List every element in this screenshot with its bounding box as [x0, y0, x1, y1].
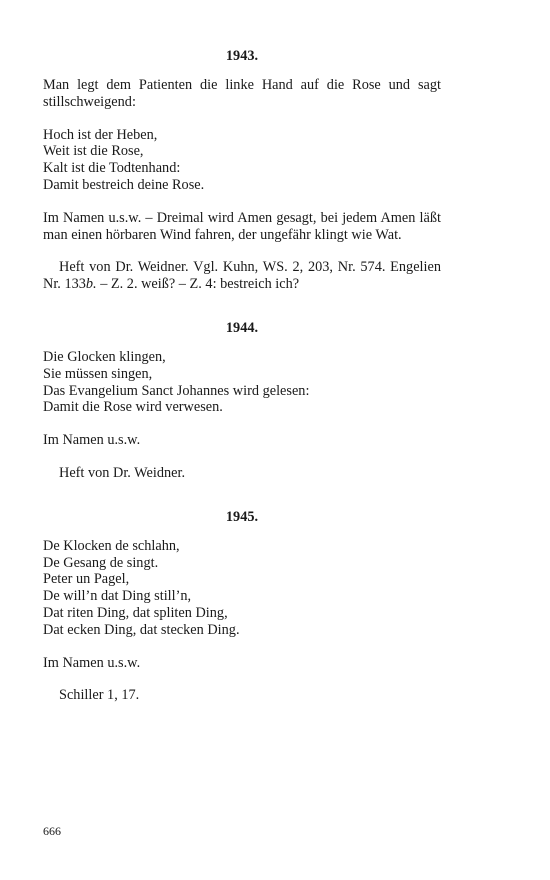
verse-line: Das Evangelium Sanct Johannes wird gelesen: — [43, 382, 310, 399]
entry-number: 1945. — [225, 508, 259, 525]
verse-line: Damit die Rose wird verwesen. — [43, 399, 223, 416]
verse-line: Dat riten Ding, dat spliten Ding, — [43, 604, 228, 621]
verse-line: Peter un Pagel, — [43, 571, 130, 588]
entry-1944 — [43, 320, 441, 482]
source-note-italic: b. — [85, 276, 97, 293]
entry-1945 — [43, 509, 441, 704]
entry-closing: Im Namen u.s.w. – Dreimal wird Amen gesagt, bei jedem Amen läßt man einen hörbaren Wind fahren, der ungefähr klingt wie Wat. — [43, 209, 441, 243]
verse-line: Kalt ist die Todtenhand: — [43, 160, 181, 177]
verse-line: Die Glocken klingen, — [43, 348, 166, 365]
entry-number: 1944. — [225, 319, 259, 336]
source-note-tail: – Z. 2. weiß? – Z. 4: bestreich ich? — [96, 276, 300, 293]
verse-line: Dat ecken Ding, dat stecken Ding. — [43, 621, 240, 638]
source-note — [43, 259, 441, 293]
verse-line: Damit bestreich deine Rose. — [43, 176, 205, 193]
verse-line: De Gesang de singt. — [43, 554, 159, 571]
entry-number: 1943. — [225, 48, 259, 64]
entry-closing: Im Namen u.s.w. — [43, 654, 141, 671]
verse-line: Weit ist die Rose, — [43, 143, 144, 160]
source-note-text: Heft von Dr. Weidner. Vgl. Kuhn, WS. 2, 203, Nr. 574. Engelien Nr. 133 — [43, 259, 441, 293]
verse-line: Sie müssen singen, — [43, 365, 153, 382]
entry-1943 — [43, 48, 441, 293]
verse-block — [43, 349, 441, 416]
verse-block — [43, 127, 441, 194]
entry-intro: Man legt dem Patienten die linke Hand auf die Rose und sagt stillschweigend: — [43, 77, 441, 110]
page-number: 666 — [43, 824, 61, 838]
verse-line: Hoch ist der Heben, — [43, 126, 158, 143]
verse-line: De Klocken de schlahn, — [43, 537, 180, 554]
document-page — [43, 48, 441, 704]
verse-line: De will’n dat Ding still’n, — [43, 588, 192, 605]
entry-closing: Im Namen u.s.w. — [43, 432, 141, 449]
verse-block — [43, 538, 441, 639]
source-note: Heft von Dr. Weidner. — [59, 464, 186, 481]
source-note: Schiller 1, 17. — [59, 687, 140, 704]
